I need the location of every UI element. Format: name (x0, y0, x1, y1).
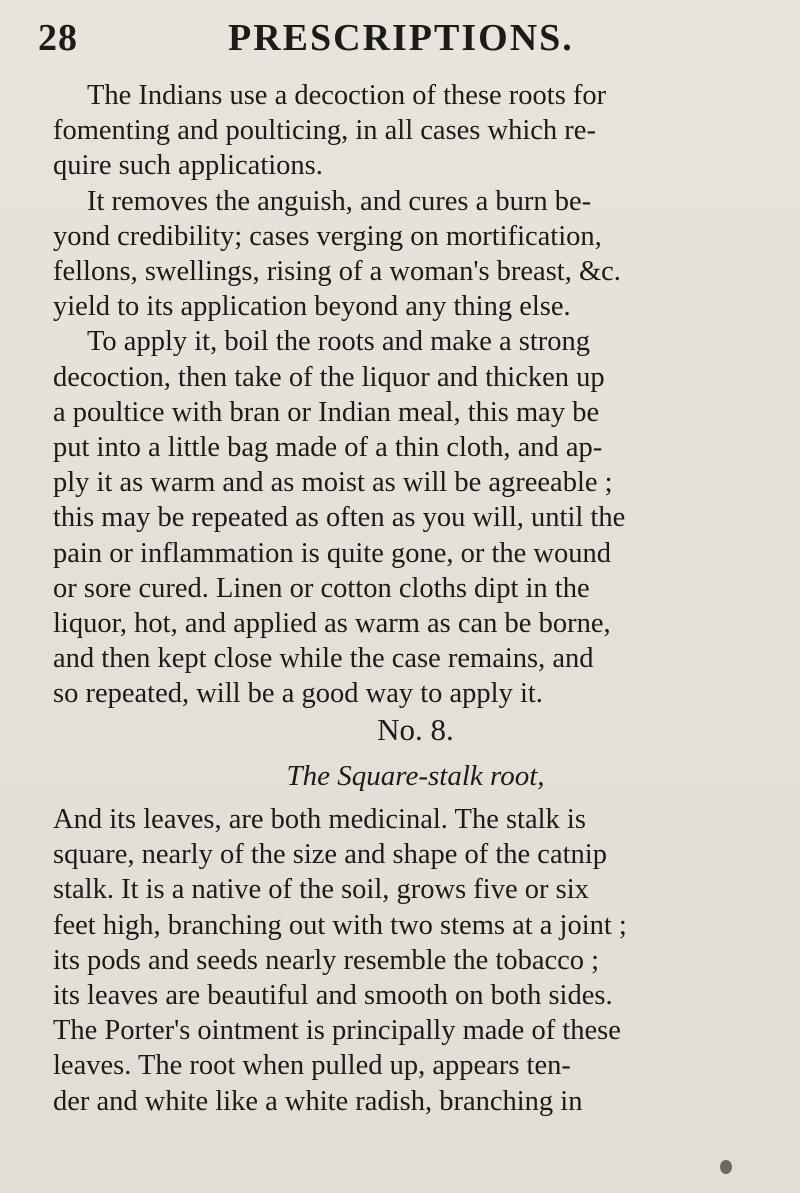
text-line: square, nearly of the size and shape of the catnip (53, 839, 607, 871)
text-line: The Porter's ointment is principally made of these (53, 1015, 621, 1047)
text-line: yield to its application beyond any thing else. (53, 291, 571, 323)
text-line: And its leaves, are both medicinal. The stalk is (53, 804, 586, 835)
text-line: The Indians use a decoction of these roots for (87, 80, 607, 111)
text-line: quire such applications. (53, 150, 323, 182)
text-line: stalk. It is a native of the soil, grows five or six (53, 874, 589, 906)
paragraph-indians-decoction (53, 78, 778, 184)
section-number: No. 8. (377, 712, 454, 747)
text-line: its pods and seeds nearly resemble the tobacco ; (53, 944, 600, 976)
text-line: a poultice with bran or Indian meal, this may be (53, 396, 600, 428)
paragraph-square-stalk-description (53, 802, 778, 1119)
ink-blemish (720, 1160, 732, 1174)
text-line: yond credibility; cases verging on mortification, (53, 220, 602, 252)
text-line: decoction, then take of the liquor and thicken up (53, 361, 605, 393)
paragraph-application-method (53, 324, 778, 711)
text-line: liquor, hot, and applied as warm as can be borne, (53, 607, 611, 639)
text-line: leaves. The root when pulled up, appears ten- (53, 1050, 571, 1082)
text-line: der and white like a white radish, branching in (53, 1085, 583, 1117)
text-line: ply it as warm and as moist as will be agreeable ; (53, 467, 613, 499)
text-line: so repeated, will be a good way to apply it. (53, 678, 543, 710)
running-title: PRESCRIPTIONS. (228, 17, 574, 59)
text-line: It removes the anguish, and cures a burn be- (87, 185, 592, 217)
paragraph-burn-cure (53, 184, 778, 325)
text-line: feet high, branching out with two stems at a joint ; (53, 909, 627, 941)
text-line: and then kept close while the case remains, and (53, 643, 594, 675)
text-line: pain or inflammation is quite gone, or the wound (53, 537, 612, 569)
text-line: fomenting and poulticing, in all cases which re- (53, 115, 596, 147)
section-title: The Square-stalk root, (286, 760, 545, 792)
page-number: 28 (38, 17, 78, 59)
text-line: its leaves are beautiful and smooth on both sides. (53, 979, 613, 1011)
text-line: To apply it, boil the roots and make a strong (87, 326, 590, 358)
text-line: this may be repeated as often as you will, until the (53, 502, 626, 534)
page-header (38, 16, 778, 76)
text-line: fellons, swellings, rising of a woman's breast, &c. (53, 255, 621, 287)
text-line: or sore cured. Linen or cotton cloths dipt in the (53, 572, 590, 604)
text-line: put into a little bag made of a thin cloth, and ap- (53, 431, 603, 463)
